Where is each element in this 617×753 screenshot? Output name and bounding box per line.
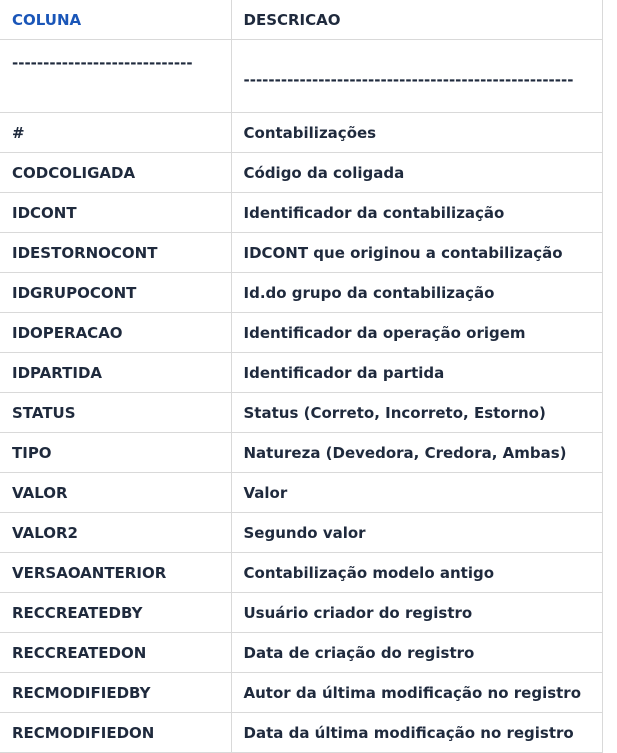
table-row (0, 193, 602, 233)
cell-descricao: Contabilizações (231, 113, 602, 153)
cell-descricao: Identificador da contabilização (231, 193, 602, 233)
cell-descricao: Status (Correto, Incorreto, Estorno) (231, 393, 602, 433)
cell-descricao: Id.do grupo da contabilização (231, 273, 602, 313)
table-row (0, 513, 602, 553)
cell-descricao: Valor (231, 473, 602, 513)
cell-coluna: IDESTORNOCONT (0, 233, 231, 273)
table-row (0, 553, 602, 593)
cell-descricao: Contabilização modelo antigo (231, 553, 602, 593)
table-row (0, 273, 602, 313)
header-coluna: COLUNA (0, 0, 231, 40)
cell-coluna: CODCOLIGADA (0, 153, 231, 193)
cell-descricao: Segundo valor (231, 513, 602, 553)
cell-descricao: Identificador da operação origem (231, 313, 602, 353)
table-row (0, 153, 602, 193)
table-header-row (0, 0, 602, 40)
cell-descricao: Usuário criador do registro (231, 593, 602, 633)
cell-coluna: RECCREATEDON (0, 633, 231, 673)
cell-coluna: VERSAOANTERIOR (0, 553, 231, 593)
table-row (0, 593, 602, 633)
cell-coluna: IDOPERACAO (0, 313, 231, 353)
cell-coluna: RECMODIFIEDON (0, 713, 231, 753)
table-row (0, 353, 602, 393)
cell-coluna: # (0, 113, 231, 153)
cell-descricao: Data de criação do registro (231, 633, 602, 673)
cell-descricao: Código da coligada (231, 153, 602, 193)
cell-coluna: IDGRUPOCONT (0, 273, 231, 313)
table-row (0, 633, 602, 673)
table-row (0, 233, 602, 273)
separator-coluna: ----------------------------- (0, 40, 231, 113)
cell-coluna: VALOR (0, 473, 231, 513)
cell-coluna: IDPARTIDA (0, 353, 231, 393)
table-row (0, 473, 602, 513)
cell-descricao: Natureza (Devedora, Credora, Ambas) (231, 433, 602, 473)
separator-descricao: ----------------------------------------------------- (231, 40, 602, 113)
cell-coluna: IDCONT (0, 193, 231, 233)
cell-coluna: RECCREATEDBY (0, 593, 231, 633)
separator-row (0, 40, 602, 113)
table-row (0, 713, 602, 753)
cell-descricao: Data da última modificação no registro (231, 713, 602, 753)
table-row (0, 393, 602, 433)
cell-coluna: TIPO (0, 433, 231, 473)
cell-coluna: VALOR2 (0, 513, 231, 553)
cell-descricao: IDCONT que originou a contabilização (231, 233, 602, 273)
cell-coluna: STATUS (0, 393, 231, 433)
table-row (0, 433, 602, 473)
cell-descricao: Autor da última modificação no registro (231, 673, 602, 713)
cell-descricao: Identificador da partida (231, 353, 602, 393)
cell-coluna: RECMODIFIEDBY (0, 673, 231, 713)
table-row (0, 673, 602, 713)
header-descricao: DESCRICAO (231, 0, 602, 40)
table-row (0, 313, 602, 353)
table-row (0, 113, 602, 153)
